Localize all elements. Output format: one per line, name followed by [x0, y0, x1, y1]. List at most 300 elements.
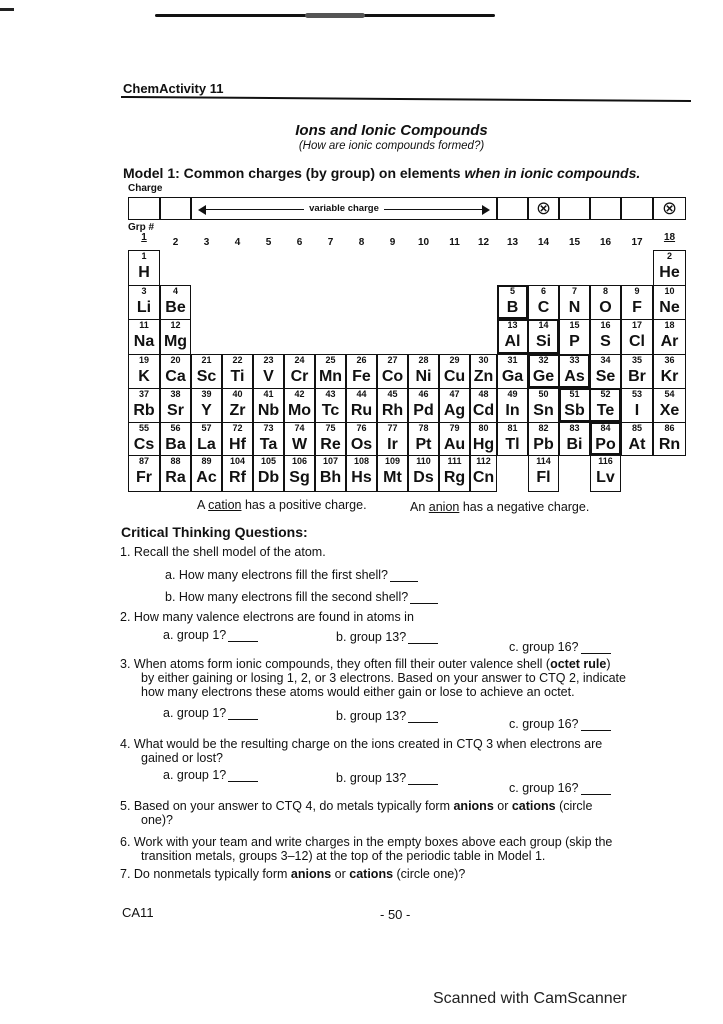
element-symbol: H: [138, 264, 150, 281]
element-cell-p: [559, 319, 590, 355]
answer-blank-4c[interactable]: [581, 794, 611, 795]
element-cell-mo: [284, 388, 315, 423]
page-title: Ions and Ionic Compounds: [295, 122, 488, 139]
q7-or-text: or: [331, 867, 350, 881]
element-cell-ar: [653, 319, 686, 355]
element-symbol: Re: [320, 436, 341, 453]
element-cell-ga: [497, 354, 528, 389]
question-2b: [336, 630, 438, 644]
element-cell-rf: [222, 455, 253, 492]
answer-blank-3c[interactable]: [581, 730, 611, 731]
question-4b-text: b. group 13?: [336, 771, 407, 785]
element-cell-ti: [222, 354, 253, 389]
atomic-number: 82: [538, 423, 549, 433]
q5-cations-option[interactable]: cations: [511, 799, 556, 813]
element-cell-o: [590, 285, 621, 320]
element-symbol: O: [599, 299, 612, 316]
element-symbol: Ac: [196, 469, 217, 486]
page-subtitle: (How are ionic compounds formed?): [298, 140, 485, 152]
element-cell-pt: [408, 422, 439, 456]
atomic-number: 85: [631, 423, 642, 433]
group-number-3: 3: [203, 237, 210, 248]
element-cell-ag: [439, 388, 470, 423]
answer-blank-1a[interactable]: [390, 581, 418, 582]
element-symbol: Be: [165, 299, 186, 316]
element-symbol: Ar: [660, 333, 679, 350]
group-number-17: 17: [631, 237, 643, 248]
question-4c-text: c. group 16?: [509, 781, 579, 795]
element-cell-lv: [590, 455, 621, 492]
element-cell-sg: [284, 455, 315, 492]
atomic-number: 88: [170, 456, 181, 466]
charge-box-group-16[interactable]: [590, 197, 621, 220]
atomic-number: 84: [600, 423, 611, 433]
element-cell-cu: [439, 354, 470, 389]
element-cell-tl: [497, 422, 528, 456]
element-symbol: K: [138, 368, 150, 385]
atomic-number: 19: [138, 355, 149, 365]
answer-blank-2a[interactable]: [228, 641, 258, 642]
group-number-10: 10: [417, 237, 430, 248]
atomic-number: 112: [476, 456, 491, 466]
element-cell-fr: [128, 455, 160, 492]
atomic-number: 110: [416, 456, 431, 466]
group-number-12: 12: [477, 237, 490, 248]
charge-box-group-1[interactable]: [128, 197, 160, 220]
question-3c: [509, 717, 611, 731]
question-3-line-1: [120, 657, 611, 671]
group-number-4: 4: [234, 237, 241, 248]
element-cell-os: [346, 422, 377, 456]
element-cell-cr: [284, 354, 315, 389]
element-symbol: V: [263, 368, 274, 385]
element-symbol: Xe: [659, 402, 680, 419]
element-cell-pd: [408, 388, 439, 423]
question-1: 1. Recall the shell model of the atom.: [120, 545, 326, 559]
question-4b: [336, 771, 438, 785]
group-number-14: 14: [537, 237, 550, 248]
element-symbol: Ds: [413, 469, 434, 486]
atomic-number: 8: [602, 286, 608, 296]
element-symbol: In: [505, 402, 520, 419]
atomic-number: 14: [538, 320, 549, 330]
element-symbol: Hg: [472, 436, 495, 453]
metalloid-border-1: [497, 285, 528, 319]
element-symbol: Ra: [165, 469, 186, 486]
element-symbol: N: [568, 299, 581, 316]
question-1a-text: a. How many electrons fill the first shell?: [165, 568, 389, 582]
atomic-number: 80: [478, 423, 489, 433]
cation-note: [197, 498, 367, 512]
element-cell-w: [284, 422, 315, 456]
group-number-8: 8: [358, 237, 365, 248]
element-cell-li: [128, 285, 160, 320]
question-5-line-1: [120, 799, 592, 813]
atomic-number: 12: [170, 320, 181, 330]
element-symbol: Rh: [381, 402, 404, 419]
element-cell-bh: [315, 455, 346, 492]
atomic-number: 44: [356, 389, 367, 399]
element-cell-ir: [377, 422, 408, 456]
element-symbol: La: [197, 436, 216, 453]
element-symbol: Tl: [505, 436, 520, 453]
element-cell-ds: [408, 455, 439, 492]
element-cell-fl: [528, 455, 559, 492]
question-2c: [509, 640, 611, 654]
model-heading-italic: when in ionic compounds.: [464, 165, 641, 181]
element-symbol: Sg: [289, 469, 310, 486]
question-7-text-post: (circle one)?: [393, 867, 466, 881]
q7-cations-option[interactable]: cations: [349, 867, 394, 881]
atomic-number: 5: [509, 286, 515, 296]
atomic-number: 86: [664, 423, 675, 433]
element-symbol: Mg: [163, 333, 188, 350]
atomic-number: 53: [631, 389, 642, 399]
element-symbol: Cr: [290, 368, 309, 385]
scan-top-bar-shadow: [305, 13, 365, 18]
element-symbol: Si: [535, 333, 552, 350]
element-cell-co: [377, 354, 408, 389]
cation-note-post: has a positive charge.: [241, 498, 367, 512]
answer-blank-4a[interactable]: [228, 781, 258, 782]
atomic-number: 23: [263, 355, 274, 365]
element-cell-na: [128, 319, 160, 355]
atomic-number: 32: [538, 355, 549, 365]
element-cell-k: [128, 354, 160, 389]
element-cell-ac: [191, 455, 222, 492]
group-number-11: 11: [449, 237, 460, 248]
atomic-number: 40: [232, 389, 243, 399]
charge-box-group-18: [653, 197, 686, 220]
element-cell-kr: [653, 354, 686, 389]
anion-note-pre: An: [410, 500, 429, 514]
element-cell-in: [497, 388, 528, 423]
atomic-number: 76: [356, 423, 367, 433]
arrow-right-icon: [482, 205, 490, 215]
atomic-number: 109: [384, 456, 401, 466]
element-symbol: Se: [595, 368, 616, 385]
atomic-number: 25: [325, 355, 336, 365]
element-symbol: At: [628, 436, 646, 453]
element-cell-v: [253, 354, 284, 389]
atomic-number: 75: [325, 423, 336, 433]
element-symbol: Bi: [566, 436, 583, 453]
element-symbol: B: [506, 299, 519, 316]
element-symbol: Sb: [564, 402, 585, 419]
group-number-2: 2: [172, 237, 179, 248]
atomic-number: 28: [418, 355, 429, 365]
anion-word: anion: [428, 500, 460, 514]
atomic-number: 16: [600, 320, 611, 330]
charge-box-group-17[interactable]: [621, 197, 653, 220]
element-cell-cd: [470, 388, 497, 423]
element-symbol: W: [291, 436, 308, 453]
element-symbol: Fl: [536, 469, 551, 486]
metalloid-border-2: [497, 319, 559, 354]
element-symbol: Ge: [532, 368, 555, 385]
atomic-number: 78: [418, 423, 429, 433]
element-symbol: Ga: [501, 368, 524, 385]
question-4a: [163, 768, 258, 782]
question-3-line-2: by either gaining or losing 1, 2, or 3 electrons. Based on your answer to CTQ 2, indicate: [141, 671, 626, 685]
question-3a: [163, 706, 258, 720]
element-cell-mn: [315, 354, 346, 389]
element-cell-mt: [377, 455, 408, 492]
atomic-number: 29: [449, 355, 460, 365]
answer-blank-3a[interactable]: [228, 719, 258, 720]
critical-thinking-heading: Critical Thinking Questions:: [121, 524, 308, 540]
atomic-number: 10: [664, 286, 675, 296]
element-symbol: Kr: [660, 368, 679, 385]
atomic-number: 39: [201, 389, 212, 399]
element-symbol: C: [537, 299, 550, 316]
anion-note: [410, 500, 589, 514]
element-cell-la: [191, 422, 222, 456]
q5-anions-option[interactable]: anions: [453, 799, 494, 813]
question-3-text-post: ): [606, 657, 611, 671]
group-number-5: 5: [265, 237, 272, 248]
element-cell-br: [621, 354, 653, 389]
element-symbol: Cs: [133, 436, 155, 453]
element-cell-he: [653, 250, 686, 286]
element-symbol: Bh: [319, 469, 342, 486]
element-cell-mg: [160, 319, 191, 355]
element-symbol: Hs: [351, 469, 372, 486]
question-5-text-post: (circle: [555, 799, 593, 813]
element-symbol: F: [632, 299, 642, 316]
atomic-number: 22: [232, 355, 243, 365]
atomic-number: 54: [664, 389, 675, 399]
atomic-number: 46: [418, 389, 429, 399]
element-symbol: Db: [257, 469, 280, 486]
group-number-16: 16: [599, 237, 612, 248]
atomic-number: 41: [263, 389, 274, 399]
atomic-number: 13: [507, 320, 518, 330]
answer-blank-2b[interactable]: [408, 643, 438, 644]
atomic-number: 18: [664, 320, 675, 330]
question-2a-text: a. group 1?: [163, 628, 227, 642]
element-symbol: As: [564, 368, 585, 385]
atomic-number: 73: [263, 423, 274, 433]
question-1a: [165, 568, 418, 582]
atomic-number: 3: [141, 286, 147, 296]
element-symbol: Sc: [196, 368, 217, 385]
element-cell-y: [191, 388, 222, 423]
atomic-number: 106: [291, 456, 308, 466]
footer-code: CA11: [122, 905, 154, 920]
element-symbol: Te: [596, 402, 615, 419]
element-symbol: Po: [595, 436, 616, 453]
element-symbol: Ir: [387, 436, 398, 453]
element-cell-zn: [470, 354, 497, 389]
octet-rule-term: octet rule: [550, 657, 607, 671]
element-cell-i: [621, 388, 653, 423]
atomic-number: 104: [229, 456, 246, 466]
element-cell-sn: [528, 388, 559, 423]
atomic-number: 35: [631, 355, 642, 365]
element-symbol: Au: [443, 436, 466, 453]
question-5-text-pre: 5. Based on your answer to CTQ 4, do metals typically form: [120, 799, 454, 813]
answer-blank-1b[interactable]: [410, 603, 438, 604]
element-symbol: Br: [628, 368, 646, 385]
question-2b-text: b. group 13?: [336, 630, 407, 644]
element-cell-ru: [346, 388, 377, 423]
element-cell-cl: [621, 319, 653, 355]
metalloid-border-3: [528, 354, 590, 388]
charge-box-group-2[interactable]: [160, 197, 191, 220]
element-cell-rg: [439, 455, 470, 492]
charge-box-group-15[interactable]: [559, 197, 590, 220]
element-symbol: Zn: [473, 368, 494, 385]
group-label: Grp #: [128, 222, 155, 233]
atomic-number: 105: [260, 456, 277, 466]
element-symbol: Ni: [415, 368, 432, 385]
element-symbol: Li: [136, 299, 152, 316]
atomic-number: 81: [507, 423, 518, 433]
answer-blank-2c[interactable]: [581, 653, 611, 654]
element-cell-c: [528, 285, 559, 320]
element-symbol: Na: [133, 333, 155, 350]
element-symbol: Rn: [658, 436, 681, 453]
question-3-text-pre: 3. When atoms form ionic compounds, they often fill their outer valence shell (: [120, 657, 551, 671]
atomic-number: 4: [172, 286, 178, 296]
element-symbol: Mt: [383, 469, 402, 486]
group-number-9: 9: [389, 237, 396, 248]
element-cell-ni: [408, 354, 439, 389]
atomic-number: 72: [232, 423, 243, 433]
element-cell-ta: [253, 422, 284, 456]
question-6-line-2: transition metals, groups 3–12) at the top of the periodic table in Model 1.: [141, 849, 546, 863]
element-symbol: Rb: [133, 402, 155, 419]
element-cell-rn: [653, 422, 686, 456]
atomic-number: 83: [569, 423, 580, 433]
atomic-number: 74: [294, 423, 305, 433]
atomic-number: 42: [294, 389, 305, 399]
element-cell-hs: [346, 455, 377, 492]
atomic-number: 55: [138, 423, 149, 433]
element-cell-fe: [346, 354, 377, 389]
charge-box-group-14: [528, 197, 559, 220]
group-number-1: 1: [141, 232, 147, 243]
element-symbol: Sn: [533, 402, 554, 419]
group-number-7: 7: [327, 237, 334, 248]
variable-charge-box: [191, 197, 497, 220]
atomic-number: 56: [170, 423, 181, 433]
q7-anions-option[interactable]: anions: [290, 867, 332, 881]
element-cell-zr: [222, 388, 253, 423]
element-cell-nb: [253, 388, 284, 423]
element-symbol: I: [634, 402, 640, 419]
element-symbol: Mn: [318, 368, 343, 385]
element-symbol: Pt: [415, 436, 432, 453]
element-symbol: Cl: [629, 333, 645, 350]
crossed-circle-icon: ⊗: [661, 198, 678, 218]
group-number-15: 15: [568, 237, 581, 248]
element-cell-pb: [528, 422, 559, 456]
element-symbol: Zr: [229, 402, 246, 419]
atomic-number: 52: [600, 389, 611, 399]
atomic-number: 6: [540, 286, 546, 296]
atomic-number: 34: [600, 355, 611, 365]
question-6-line-1: 6. Work with your team and write charges in the empty boxes above each group (skip the: [120, 835, 613, 849]
element-cell-f: [621, 285, 653, 320]
variable-charge-label: variable charge: [304, 203, 384, 214]
atomic-number: 50: [538, 389, 549, 399]
question-7-text-pre: 7. Do nonmetals typically form: [120, 867, 291, 881]
element-symbol: Os: [350, 436, 373, 453]
atomic-number: 2: [666, 251, 672, 261]
element-cell-ba: [160, 422, 191, 456]
atomic-number: 20: [170, 355, 181, 365]
question-2c-text: c. group 16?: [509, 640, 579, 654]
element-symbol: Hf: [229, 436, 246, 453]
question-4a-text: a. group 1?: [163, 768, 227, 782]
question-4c: [509, 781, 611, 795]
element-cell-rh: [377, 388, 408, 423]
element-cell-s: [590, 319, 621, 355]
scan-edge-mark: [0, 8, 14, 11]
element-cell-ca: [160, 354, 191, 389]
atomic-number: 57: [201, 423, 212, 433]
element-symbol: Cn: [472, 469, 495, 486]
atomic-number: 30: [478, 355, 489, 365]
element-cell-be: [160, 285, 191, 320]
element-cell-sc: [191, 354, 222, 389]
element-symbol: Sr: [167, 402, 184, 419]
question-2: 2. How many valence electrons are found in atoms in: [120, 610, 414, 624]
element-symbol: S: [600, 333, 611, 350]
element-cell-sr: [160, 388, 191, 423]
element-symbol: P: [569, 333, 580, 350]
element-symbol: Pb: [533, 436, 554, 453]
atomic-number: 48: [478, 389, 489, 399]
atomic-number: 49: [507, 389, 518, 399]
charge-box-group-13[interactable]: [497, 197, 528, 220]
atomic-number: 21: [201, 355, 212, 365]
element-symbol: Mo: [287, 402, 312, 419]
element-cell-xe: [653, 388, 686, 423]
atomic-number: 31: [507, 355, 518, 365]
element-cell-n: [559, 285, 590, 320]
cation-note-pre: A: [197, 498, 209, 512]
atomic-number: 27: [387, 355, 398, 365]
atomic-number: 33: [569, 355, 580, 365]
question-3b: [336, 709, 438, 723]
element-cell-tc: [315, 388, 346, 423]
model-heading-plain: Model 1: Common charges (by group) on elements: [123, 165, 465, 181]
group-number-6: 6: [296, 237, 303, 248]
atomic-number: 1: [141, 251, 147, 261]
footer-page-number: - 50 -: [380, 907, 411, 922]
element-symbol: Lv: [596, 469, 615, 486]
header-rule: [121, 96, 691, 102]
element-cell-hg: [470, 422, 497, 456]
element-cell-cn: [470, 455, 497, 492]
answer-blank-3b[interactable]: [408, 722, 438, 723]
atomic-number: 108: [353, 456, 370, 466]
element-symbol: Fe: [352, 368, 371, 385]
atomic-number: 26: [356, 355, 367, 365]
question-4-line-2: gained or lost?: [141, 751, 224, 765]
atomic-number: 17: [631, 320, 642, 330]
metalloid-border-5: [590, 422, 621, 455]
atomic-number: 45: [387, 389, 398, 399]
element-cell-au: [439, 422, 470, 456]
question-3a-text: a. group 1?: [163, 706, 227, 720]
element-symbol: Al: [504, 333, 521, 350]
atomic-number: 87: [138, 456, 149, 466]
answer-blank-4b[interactable]: [408, 784, 438, 785]
